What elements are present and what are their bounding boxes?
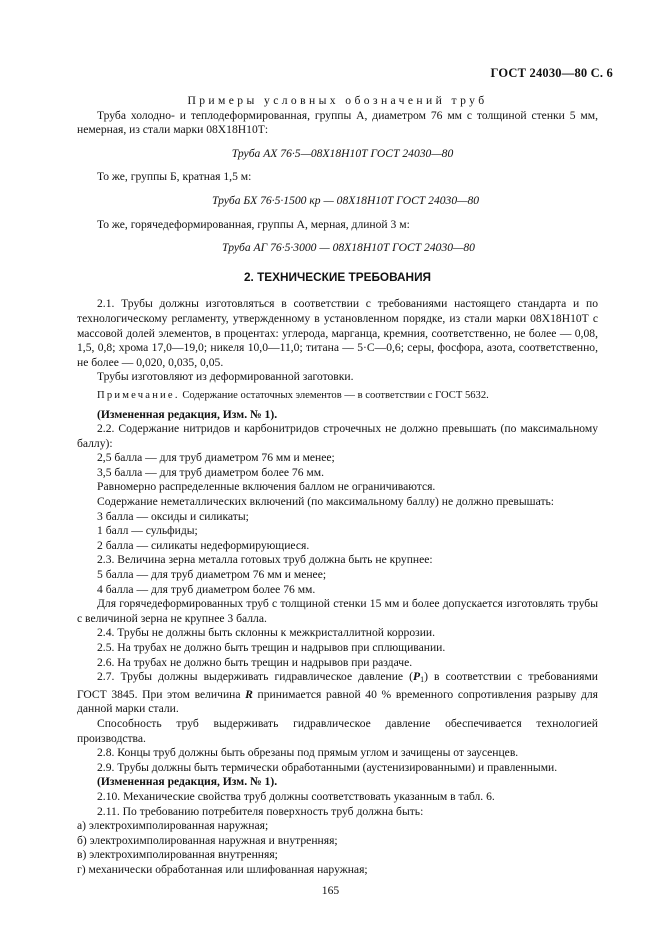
clause-2-2: 2.2. Содержание нитридов и карбонитридов строчечных не должно превышать (по максимальному баллу): (77, 422, 598, 450)
clause-2-7-part-c: принимается равной 40 % временного сопротивления разрыву для данной марки стали. (77, 687, 598, 716)
section-title: 2. ТЕХНИЧЕСКИЕ ТРЕБОВАНИЯ (243, 269, 432, 284)
clause-2-3: 2.3. Величина зерна металла готовых труб должна быть не крупнее: (97, 553, 433, 567)
clause-2-3-item-a: 5 балла — для труб диаметром 76 мм и менее; (97, 568, 327, 582)
examples-title: Примеры условных обозначений труб (187, 94, 488, 107)
clause-2-2-item-b: 3,5 балла — для труб диаметром более 76 мм. (97, 465, 324, 479)
note-text: Содержание остаточных элементов — в соответствии с ГОСТ 5632. (179, 389, 489, 401)
clause-2-7-item-d: Способность труб выдерживать гидравлическое давление обеспечивается технологией производства. (77, 716, 598, 745)
clause-2-3-item-c: Для горячедеформированных труб с толщиной стенки 15 мм и более допускается изготовлять трубы с величиной зерна не крупнее 3 балла. (77, 597, 598, 625)
clause-2-2-item-f: 1 балл — сульфиды; (97, 524, 198, 538)
clause-2-7-part-b: ) в соответствии с требованиями ГОСТ 3845. При этом величина (77, 670, 599, 701)
clause-2-5: 2.5. На трубах не должно быть трещин и надрывов при сплющивании. (97, 641, 446, 654)
clause-2-2-item-g: 2 балла — силикаты недеформирующиеся. (97, 538, 310, 552)
clause-2-10: 2.10. Механические свойства труб должны соответствовать указанным в табл. 6. (97, 789, 495, 803)
example-paragraph-2: То же, группы Б, кратная 1,5 м: (97, 170, 252, 184)
revision-note-2: (Измененная редакция, Изм. № 1). (97, 775, 278, 789)
r-symbol: R (245, 687, 253, 701)
clause-2-1: 2.1. Трубы должны изготовляться в соответствии с требованиями настоящего стандарта и по технологическому регламенту, утвержденному в установленном порядке, из стали марки 08Х18Н10Т с массовой долей элементов, в процентах: углерода, марганца, кремния, соответственно, не более — 0,08, 1,5, 0,8; хрома 17,0—19,0; никеля 10,0—11,0; титана — 5·С—0,6; серы, фосфора, азота, соответственно, не более — 0,020, 0,035, 0,05. (77, 297, 598, 369)
clause-2-11-item-d: г) механически обработанная или шлифованная наружная; (77, 862, 368, 876)
designation-formula-3: Труба АГ 76·5·3000 — 08Х18Н10Т ГОСТ 24030—80 (222, 241, 475, 255)
clause-2-2-item-e: 3 балла — оксиды и силикаты; (97, 509, 249, 523)
revision-note-1: (Измененная редакция, Изм. № 1). (97, 407, 278, 421)
pressure-subscript: 1 (420, 675, 425, 685)
clause-2-2-item-a: 2,5 балла — для труб диаметром 76 мм и менее; (97, 451, 335, 465)
designation-formula-1: Труба АХ 76·5—08Х18Н10Т ГОСТ 24030—80 (231, 146, 454, 160)
page-content (77, 94, 598, 878)
page-header: ГОСТ 24030—80 С. 6 (490, 66, 613, 80)
clause-2-7-part-a: 2.7. Трубы должны выдерживать гидравлическое давление ( (97, 670, 414, 684)
clause-2-11-item-a: а) электрохимполированная наружная; (77, 819, 269, 833)
clause-2-2-item-d: Содержание неметаллических включений (по максимальному баллу) не должно превышать: (97, 495, 555, 509)
clause-2-1-billet: Трубы изготовляют из деформированной заготовки. (97, 370, 354, 384)
clause-2-3-item-b: 4 балла — для труб диаметром более 76 мм. (97, 582, 316, 596)
example-paragraph-1: Труба холодно- и теплодеформированная, группы А, диаметром 76 мм с толщиной стенки 5 мм, немерная, из стали марки 08Х18Н10Т: (77, 108, 598, 137)
clause-2-8: 2.8. Концы труб должны быть обрезаны под прямым углом и зачищены от заусенцев. (97, 746, 519, 760)
clause-2-6: 2.6. На трубах не должно быть трещин и надрывов при раздаче. (97, 655, 413, 669)
example-paragraph-3: То же, горячедеформированная, группы А, мерная, длиной 3 м: (97, 217, 410, 231)
clause-2-4: 2.4. Трубы не должны быть склонны к межкристаллитной коррозии. (97, 626, 436, 640)
designation-formula-2: Труба БХ 76·5·1500 кр — 08Х18Н10Т ГОСТ 24030—80 (211, 193, 480, 207)
page-number: 165 (321, 884, 340, 897)
clause-2-7 (77, 670, 598, 717)
clause-2-11: 2.11. По требованию потребителя поверхность труб должна быть: (97, 804, 424, 818)
clause-2-9: 2.9. Трубы должны быть термически обработанными (аустенизированными) и правленными. (97, 760, 558, 774)
note (77, 389, 598, 404)
pressure-symbol: P (413, 670, 421, 684)
note-label: Примечание. (97, 389, 180, 401)
clause-2-2-item-c: Равномерно распределенные включения баллом не ограничиваются. (97, 480, 436, 494)
clause-2-11-item-b: б) электрохимполированная наружная и внутренняя; (77, 833, 338, 847)
clause-2-11-item-c: в) электрохимполированная внутренняя; (77, 848, 278, 862)
